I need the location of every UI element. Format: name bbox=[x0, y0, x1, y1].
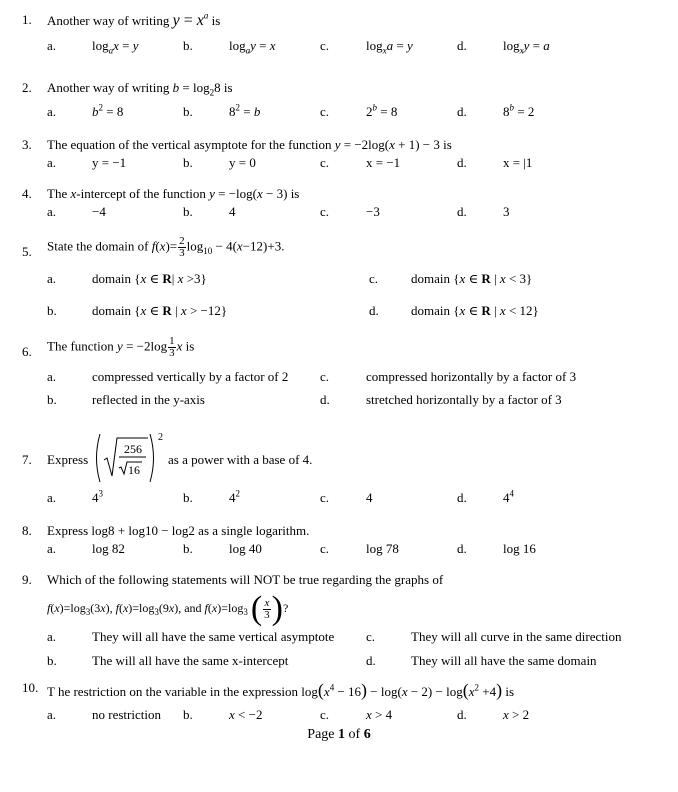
radical-expression bbox=[92, 430, 168, 486]
option-a[interactable]: compressed vertically by a factor of 2 bbox=[92, 369, 289, 384]
option-c[interactable]: domain {x ∈ R | x < 3} bbox=[411, 271, 533, 286]
option-letter: a. bbox=[47, 38, 57, 53]
option-d[interactable]: $4^4$ bbox=[503, 488, 514, 505]
option-letter: c. bbox=[320, 204, 330, 219]
option-letter: b. bbox=[183, 707, 193, 722]
option-letter: d. bbox=[457, 490, 467, 505]
option-letter: a. bbox=[47, 369, 57, 384]
option-letter: a. bbox=[47, 707, 57, 722]
option-b[interactable]: $4^2$ bbox=[229, 488, 240, 505]
option-letter: c. bbox=[369, 271, 379, 286]
question-stem: State the domain of f(x)= $\frac{2}{3}$ $\log_{10} - 4(x-12)+3$. bbox=[47, 235, 285, 259]
option-letter: a. bbox=[47, 104, 57, 119]
option-letter: c. bbox=[320, 541, 330, 556]
option-letter: b. bbox=[183, 104, 193, 119]
question-stem: Which of the following statements will NOT be true regarding the graphs of bbox=[47, 572, 444, 587]
question-stem: The equation of the vertical asymptote for the function y = −2log(x + 1) − 3 is bbox=[47, 137, 452, 152]
option-letter: c. bbox=[320, 369, 330, 384]
question-number: 4. bbox=[22, 186, 32, 201]
option-letter: c. bbox=[320, 490, 330, 505]
option-b[interactable]: log 40 bbox=[229, 541, 262, 556]
option-letter: c. bbox=[320, 104, 330, 119]
option-letter: d. bbox=[366, 653, 376, 668]
option-letter: b. bbox=[183, 541, 193, 556]
option-letter: a. bbox=[47, 155, 57, 170]
option-letter: a. bbox=[47, 490, 57, 505]
option-d[interactable]: 3 bbox=[503, 204, 510, 219]
option-letter: b. bbox=[183, 155, 193, 170]
option-letter: a. bbox=[47, 541, 57, 556]
option-letter: d. bbox=[320, 392, 330, 407]
question-number: 1. bbox=[22, 12, 32, 27]
question-number: 6. bbox=[22, 344, 32, 359]
option-a[interactable]: They will all have the same vertical asymptote bbox=[92, 629, 335, 644]
option-letter: d. bbox=[457, 38, 467, 53]
question-stem: Another way of writing $b = \log_28$ is bbox=[47, 80, 233, 98]
option-b[interactable]: $8^2 = b$ bbox=[229, 102, 261, 119]
option-d[interactable]: $8^b = 2$ bbox=[503, 102, 535, 119]
option-c[interactable]: log 78 bbox=[366, 541, 399, 556]
question-stem-post: as a power with a base of 4. bbox=[168, 452, 313, 467]
option-letter: a. bbox=[47, 204, 57, 219]
option-d[interactable]: log 16 bbox=[503, 541, 536, 556]
option-letter: c. bbox=[320, 38, 330, 53]
option-b[interactable]: reflected in the y-axis bbox=[92, 392, 205, 407]
option-a[interactable]: log 82 bbox=[92, 541, 125, 556]
option-d[interactable]: They will all have the same domain bbox=[411, 653, 597, 668]
option-c[interactable]: −3 bbox=[366, 204, 380, 219]
question-stem: Another way of writing $y = x^a$ is bbox=[47, 10, 221, 29]
option-a[interactable]: y = −1 bbox=[92, 155, 127, 170]
option-d[interactable]: x = |1 bbox=[503, 155, 533, 170]
option-b[interactable]: The will all have the same x-intercept bbox=[92, 653, 289, 668]
option-letter: d. bbox=[457, 541, 467, 556]
question-stem: T he restriction on the variable in the expression $\log(x^4 - 16) - \log(x - 2) - \log(x^2 +4)$ is bbox=[47, 680, 514, 700]
question-stem-label: Express bbox=[47, 452, 89, 467]
option-b[interactable]: y = 0 bbox=[229, 155, 256, 170]
question-number: 8. bbox=[22, 523, 32, 538]
option-a[interactable]: $\log_ax = y$ bbox=[92, 38, 139, 56]
option-letter: a. bbox=[47, 629, 57, 644]
option-b[interactable]: $\log_ay = x$ bbox=[229, 38, 276, 56]
option-b[interactable]: x < −2 bbox=[229, 707, 263, 722]
question-stem: Express log8 + log10 − log2 as a single logarithm. bbox=[47, 523, 310, 538]
option-d[interactable]: stretched horizontally by a factor of 3 bbox=[366, 392, 562, 407]
question-stem: The function y = −2log $\frac{1}{3}$ x is bbox=[47, 335, 195, 359]
question-number: 9. bbox=[22, 572, 32, 587]
option-letter: b. bbox=[183, 490, 193, 505]
option-letter: b. bbox=[47, 392, 57, 407]
option-b[interactable]: domain {x ∈ R | x > −12} bbox=[92, 303, 228, 318]
numerator: 256 bbox=[124, 442, 142, 456]
option-d[interactable]: $\log_xy = a$ bbox=[503, 38, 550, 56]
option-letter: c. bbox=[320, 155, 330, 170]
option-c[interactable]: x = −1 bbox=[366, 155, 401, 170]
option-letter: b. bbox=[183, 204, 193, 219]
exponent: 2 bbox=[158, 432, 163, 443]
option-c[interactable]: $\log_xa = y$ bbox=[366, 38, 413, 56]
question-number: 5. bbox=[22, 244, 32, 259]
denominator: 16 bbox=[128, 463, 140, 477]
option-c[interactable]: x > 4 bbox=[366, 707, 393, 722]
option-letter: c. bbox=[320, 707, 330, 722]
option-d[interactable]: domain {x ∈ R | x < 12} bbox=[411, 303, 539, 318]
option-letter: b. bbox=[47, 303, 57, 318]
question-number: 2. bbox=[22, 80, 32, 95]
question-number: 3. bbox=[22, 137, 32, 152]
option-a[interactable]: $4^3$ bbox=[92, 488, 103, 505]
option-letter: b. bbox=[183, 38, 193, 53]
question-number: 10. bbox=[22, 680, 39, 695]
option-letter: a. bbox=[47, 271, 57, 286]
option-letter: c. bbox=[366, 629, 376, 644]
page-footer: Page 1 of 6 bbox=[307, 727, 371, 742]
option-a[interactable]: domain {x ∈ R| x >3} bbox=[92, 271, 207, 286]
option-a[interactable]: $b^2 = 8$ bbox=[92, 102, 124, 119]
option-a[interactable]: −4 bbox=[92, 204, 106, 219]
option-c[interactable]: compressed horizontally by a factor of 3 bbox=[366, 369, 577, 384]
option-letter: d. bbox=[457, 104, 467, 119]
option-letter: d. bbox=[457, 155, 467, 170]
option-letter: d. bbox=[369, 303, 379, 318]
option-b[interactable]: 4 bbox=[229, 204, 236, 219]
option-letter: d. bbox=[457, 204, 467, 219]
option-c[interactable]: 4 bbox=[366, 490, 373, 505]
option-a[interactable]: no restriction bbox=[92, 707, 161, 722]
option-letter: b. bbox=[47, 653, 57, 668]
option-c[interactable]: $2^b = 8$ bbox=[366, 102, 398, 119]
question-stem: The x-intercept of the function y = −log(x − 3) is bbox=[47, 186, 300, 201]
function-list: $f(x)=\log_3(3x)$, $f(x)=\log_3(9x)$, and $f(x)=\log_3$ ( $\frac{x}{3}$ )? bbox=[47, 590, 289, 627]
question-number: 7. bbox=[22, 452, 32, 467]
option-d[interactable]: x > 2 bbox=[503, 707, 530, 722]
option-letter: d. bbox=[457, 707, 467, 722]
option-c[interactable]: They will all curve in the same direction bbox=[411, 629, 622, 644]
